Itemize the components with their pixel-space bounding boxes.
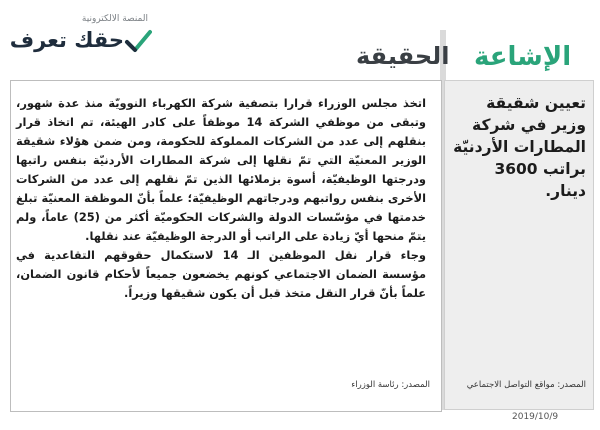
- truth-paragraph-2: وجاء قرار نقل الموظفين الـ 14 لاستكمال حقوقهم التقاعدية في مؤسسة الضمان الاجتماعي كونهم يخضعون جميعاً لأحكام قانون الضمان، علماً بأنّ قرار النقل متخذ قبل أن يكون شقيقها وزيراً.: [16, 248, 426, 300]
- truth-source: المصدر: رئاسة الوزراء: [351, 380, 430, 390]
- logo: [9, 14, 152, 64]
- publish-date: 2019/10/9: [512, 412, 559, 422]
- logo-subtitle: المنصة الالكترونية: [81, 14, 148, 24]
- rumor-heading: الإشاعة: [474, 42, 572, 72]
- rumor-source: المصدر: مواقع التواصل الاجتماعي: [466, 380, 586, 390]
- truth-heading: الحقيقة: [356, 42, 450, 70]
- rumor-text: تعيين شقيقة وزير في شركة المطارات الأردنيّة براتب 3600 دينار.: [453, 94, 586, 200]
- truth-paragraph-1: اتخذ مجلس الوزراء قرارا بتصفية شركة الكهرباء النوويّة منذ عدة شهور، وتبقى من موظفي الشركة 14 موظفاً على كادر الهيئة، تم اتخاذ قرار بنقلهم إلى عدد من الشركات المملوكة للحكومة، ومن ضمن هؤلاء شقيقة الوزير المعنيّة التي تمّ نقلها إلى شركة المطارات الأردنيّة بنفس راتبها ودرجتها الوظيفيّة، أسوة بزملائها الذين تمّ نقلهم إلى عدد من الشركات الأخرى بنفس رواتبهم ودرجاتهم الوظيفيّة؛ علماً بأنّ الموظفة المعنيّة تبلغ خدمتها في مؤسّسات الدولة والشركات الحكوميّة أكثر من (25) عاماً، ولم يتمّ منحها أيّ زيادة على الراتب أو الدرجة الوظيفيّة عند نقلها.: [16, 96, 426, 243]
- truth-text: [16, 94, 426, 303]
- logo-name: حقك تعرف: [9, 28, 124, 52]
- checkmark-icon: [124, 28, 152, 56]
